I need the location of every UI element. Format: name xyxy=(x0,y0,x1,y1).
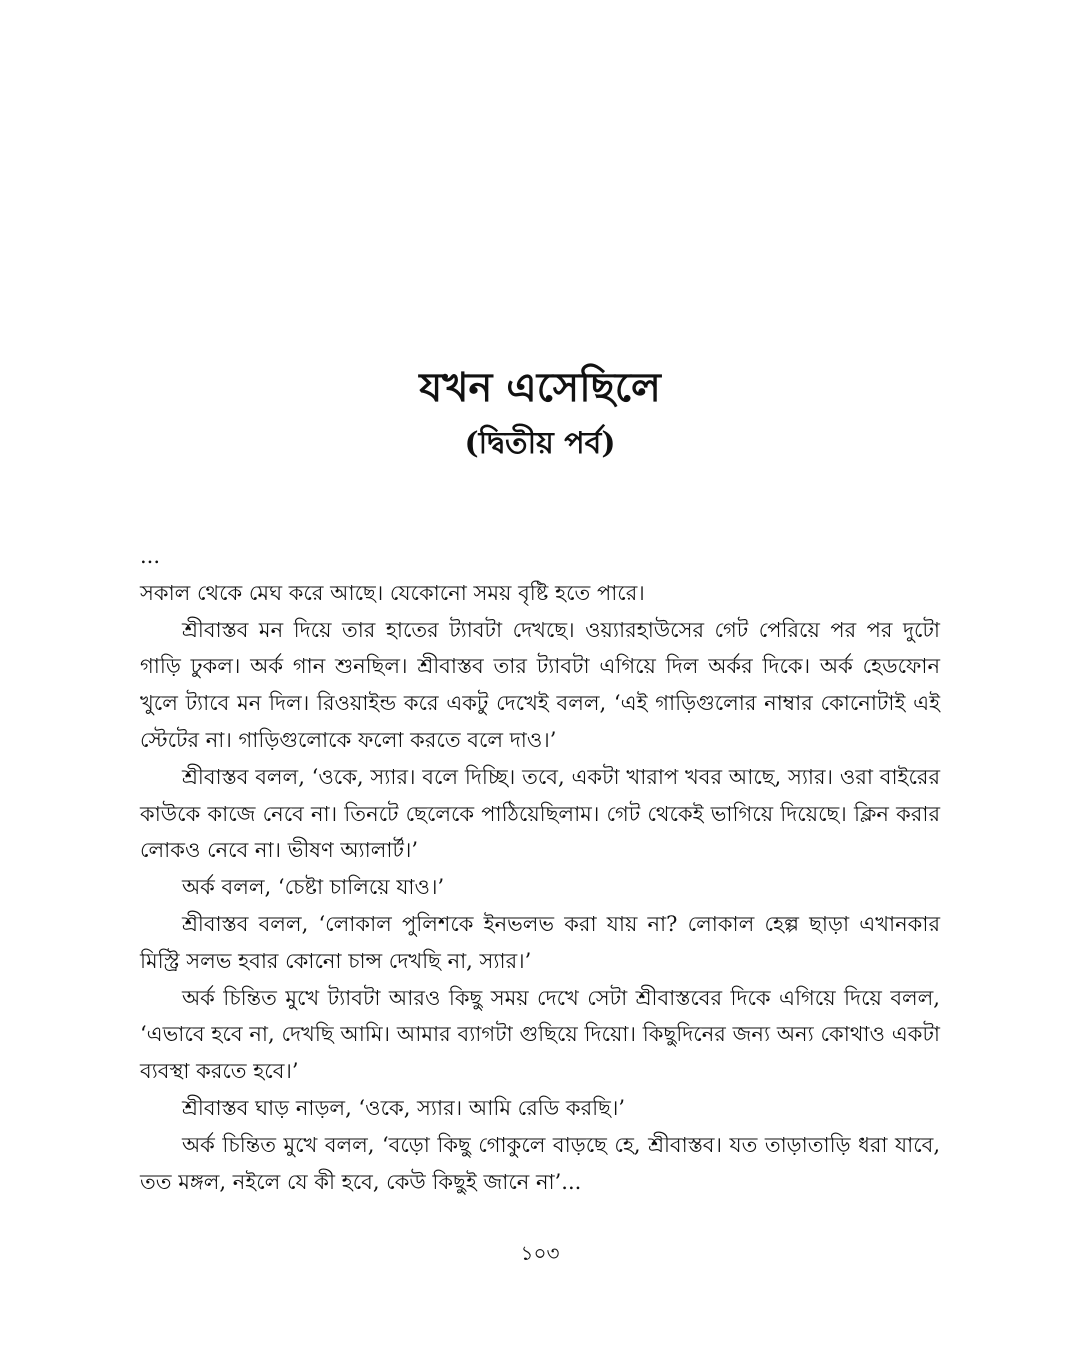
paragraph: শ্রীবাস্তব ঘাড় নাড়ল, ‘ওকে, স্যার। আমি রেডি করছি।’ xyxy=(182,1095,626,1120)
paragraph-ellipsis: ... xyxy=(140,544,161,568)
page-number: ১০৩ xyxy=(520,1241,560,1265)
paragraph: শ্রীবাস্তব বলল, ‘ওকে, স্যার। বলে দিচ্ছি। তবে, একটা খারাপ খবর আছে, স্যার। ওরা বাইরের কাউকে কাজে নেবে না। তিনটে ছেলেকে পাঠিয়েছিলাম। গেট থেকেই ভাগিয়ে দিয়েছে। ক্লিন করার লোকও নেবে না। ভীষণ অ্যালার্ট।’ xyxy=(140,764,940,863)
paragraph: অর্ক চিন্তিত মুখে বলল, ‘বড়ো কিছু গোকুলে বাড়ছে হে, শ্রীবাস্তব। যত তাড়াতাড়ি ধরা যাবে, তত মঙ্গল, নইলে যে কী হবে, কেউ কিছুই জানে না’... xyxy=(140,1132,940,1194)
paragraph: অর্ক বলল, ‘চেষ্টা চালিয়ে যাও।’ xyxy=(182,875,445,900)
chapter-subtitle: (দ্বিতীয় পর্ব) xyxy=(464,426,616,461)
paragraph: শ্রীবাস্তব বলল, ‘লোকাল পুলিশকে ইনভলভ করা যায় না? লোকাল হেল্প ছাড়া এখানকার মিস্ট্রি সলভ হবার কোনো চান্স দেখছি না, স্যার।’ xyxy=(140,911,940,973)
chapter-title: যখন এসেছিলে xyxy=(419,364,661,411)
chapter-body xyxy=(140,538,940,1200)
paragraph: অর্ক চিন্তিত মুখে ট্যাবটা আরও কিছু সময় দেখে সেটা শ্রীবাস্তবের দিকে এগিয়ে দিয়ে বলল, ‘এভাবে হবে না, দেখছি আমি। আমার ব্যাগটা গুছিয়ে দিয়ো। কিছুদিনের জন্য অন্য কোথাও একটা ব্যবস্থা করতে হবে।’ xyxy=(140,985,940,1084)
paragraph: সকাল থেকে মেঘ করে আছে। যেকোনো সময় বৃষ্টি হতে পারে। xyxy=(140,580,645,605)
paragraph: শ্রীবাস্তব মন দিয়ে তার হাতের ট্যাবটা দেখছে। ওয়্যারহাউসের গেট পেরিয়ে পর পর দুটো গাড়ি ঢুকল। অর্ক গান শুনছিল। শ্রীবাস্তব তার ট্যাবটা এগিয়ে দিল অর্কর দিকে। অর্ক হেডফোন খুলে ট্যাবে মন দিল। রিওয়াইন্ড করে একটু দেখেই বলল, ‘এই গাড়িগুলোর নাম্বার কোনোটাই এই স্টেটের না। গাড়িগুলোকে ফলো করতে বলে দাও।’ xyxy=(140,617,940,752)
